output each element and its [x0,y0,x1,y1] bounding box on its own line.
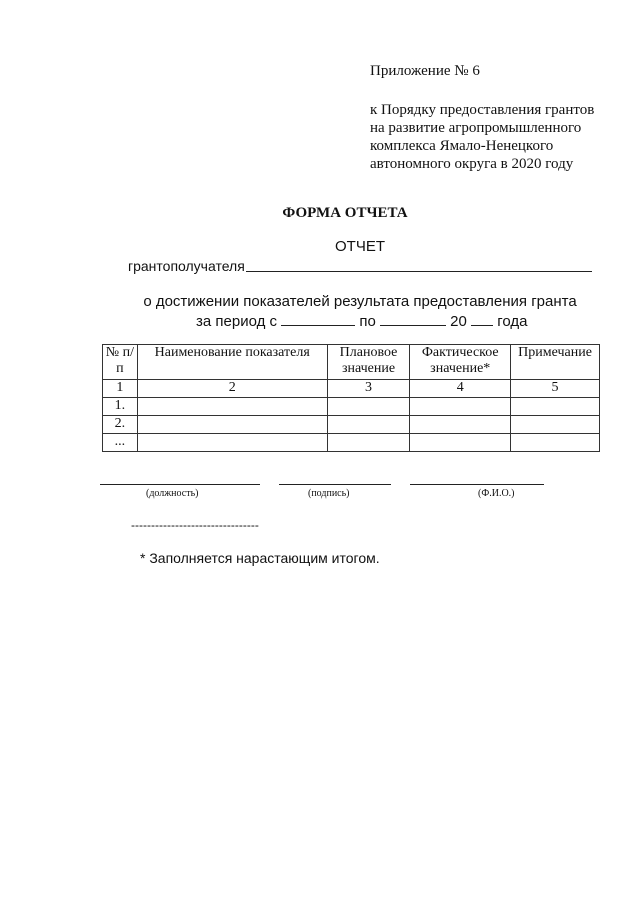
signature-line[interactable] [279,484,391,485]
header-note: Примечание [511,345,600,380]
achievement-line: о достижении показателей результата предоставления гранта [143,293,577,310]
table-row [103,416,600,434]
header-indicator: Наименование показателя [137,345,327,380]
actual-cell[interactable] [410,398,511,416]
annex-line: к Порядку предоставления грантов [370,102,595,118]
footnote-divider: -------------------------------- [131,518,259,532]
table-header-row [103,345,600,380]
planned-cell[interactable] [327,398,410,416]
note-cell[interactable] [511,416,600,434]
note-cell[interactable] [511,398,600,416]
period-year-field[interactable] [471,311,493,326]
period-start-field[interactable] [281,311,355,326]
header-number: № п/п [103,345,138,380]
form-title: ФОРМА ОТЧЕТА [282,205,408,221]
period-mid: по [359,313,376,330]
row-number: 1. [103,398,138,416]
actual-cell[interactable] [410,434,511,452]
position-label: (должность) [146,488,199,499]
signature-label: (подпись) [308,488,350,499]
planned-cell[interactable] [327,416,410,434]
name-signature-line[interactable] [410,484,544,485]
note-cell[interactable] [511,434,600,452]
footnote-text: * Заполняется нарастающим итогом. [140,550,380,566]
report-title: ОТЧЕТ [335,238,385,255]
table-row [103,398,600,416]
column-number: 5 [511,380,600,398]
row-number: ... [103,434,138,452]
column-number: 3 [327,380,410,398]
name-label: (Ф.И.О.) [478,488,515,499]
position-signature-line[interactable] [100,484,260,485]
period-prefix: за период с [196,313,278,330]
annex-line: комплекса Ямало-Ненецкого [370,138,554,154]
column-number: 4 [410,380,511,398]
recipient-blank-field[interactable] [246,271,592,272]
actual-cell[interactable] [410,416,511,434]
column-number: 2 [137,380,327,398]
indicator-cell[interactable] [137,416,327,434]
recipient-label: грантополучателя [128,258,245,274]
annex-line: автономного округа в 2020 году [370,156,574,172]
annex-description [370,101,620,173]
indicator-cell[interactable] [137,434,327,452]
period-year-prefix: 20 [450,313,467,330]
indicator-cell[interactable] [137,398,327,416]
table-row [103,434,600,452]
period-end-field[interactable] [380,311,446,326]
table-numbering-row [103,380,600,398]
column-number: 1 [103,380,138,398]
report-table [102,344,600,452]
annex-title: Приложение № 6 [370,63,480,79]
header-actual: Фактическое значение* [410,345,511,380]
header-planned: Плановое значение [327,345,410,380]
row-number: 2. [103,416,138,434]
planned-cell[interactable] [327,434,410,452]
period-suffix: года [497,313,528,330]
annex-line: на развитие агропромышленного [370,120,582,136]
period-line [196,311,527,330]
